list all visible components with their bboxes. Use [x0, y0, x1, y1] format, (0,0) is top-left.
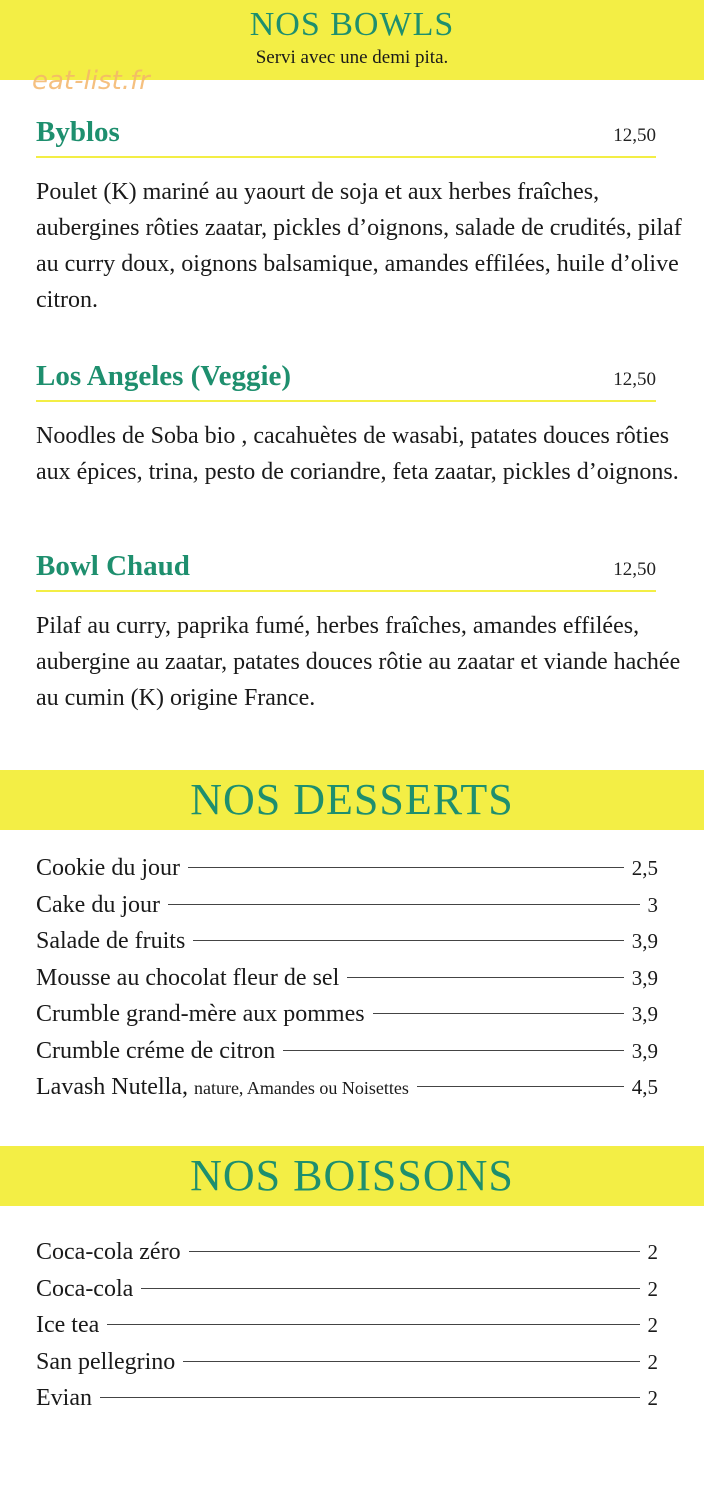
drink-row [36, 1344, 658, 1381]
drink-price: 2 [647, 1313, 658, 1337]
dessert-price: 3,9 [631, 1002, 658, 1026]
dessert-list [36, 850, 658, 1106]
dot-leader [193, 940, 623, 941]
drink-name: Coca-cola zéro [36, 1239, 181, 1265]
dessert-price: 3,9 [631, 1038, 658, 1063]
drink-price: 2 [647, 1276, 658, 1301]
dot-leader [107, 1324, 639, 1325]
dessert-price: 3,9 [631, 929, 658, 953]
dessert-name: Cookie du jour [36, 855, 180, 881]
drink-name: Coca-cola [36, 1275, 134, 1302]
dessert-name: Cake du jour [36, 891, 160, 918]
dessert-row [36, 850, 658, 887]
drinks-section-title: NOS BOISSONS [190, 1151, 514, 1200]
dessert-row [36, 996, 658, 1033]
drink-price: 2 [647, 1386, 658, 1410]
dessert-price: 3 [647, 892, 658, 917]
dessert-row [36, 923, 658, 960]
bowl-item [36, 116, 682, 318]
bowl-price: 12,50 [613, 559, 656, 580]
bowl-name: Byblos [36, 116, 120, 148]
bowl-description: Poulet (K) mariné au yaourt de soja et aux herbes fraîches, aubergines rôties zaatar, pickles d’oignons, salade de crudités, pilaf au curry doux, oignons balsamique, amandes effilées, huile d’olive citron. [36, 179, 682, 313]
bowl-heading [36, 550, 656, 592]
drink-row [36, 1271, 658, 1308]
drink-list [36, 1234, 658, 1417]
dessert-price: 3,9 [631, 965, 658, 990]
bowl-heading [36, 116, 656, 158]
dessert-name: Salade de fruits [36, 928, 186, 954]
drink-name: San pellegrino [36, 1348, 176, 1375]
drink-name: Evian [36, 1385, 92, 1411]
dessert-price: 2,5 [631, 856, 658, 880]
bowls-section-title: NOS BOWLS [249, 6, 455, 43]
dessert-row [36, 1069, 658, 1106]
drink-row [36, 1380, 658, 1417]
drink-row [36, 1234, 658, 1271]
dot-leader [188, 867, 624, 868]
bowl-item [36, 550, 681, 716]
bowls-section-subtitle: Servi avec une demi pita. [255, 47, 449, 68]
bowl-description: Noodles de Soba bio , cacahuètes de wasabi, patates douces rôties aux épices, trina, pesto de coriandre, feta zaatar, pickles d’oignons. [36, 423, 679, 485]
bowl-description: Pilaf au curry, paprika fumé, herbes fraîches, amandes effilées, aubergine au zaatar, patates douces rôtie au zaatar et viande hachée au cumin (K) origine France. [36, 613, 681, 711]
drinks-header-band [0, 1146, 704, 1206]
dot-leader [373, 1013, 624, 1014]
drink-name: Ice tea [36, 1312, 100, 1338]
dessert-note: nature, Amandes ou Noisettes [193, 1078, 409, 1098]
bowl-item [36, 360, 679, 490]
dessert-name: Crumble grand-mère aux pommes [36, 1001, 365, 1027]
dot-leader [283, 1050, 624, 1051]
dessert-name: Mousse au chocolat fleur de sel [36, 964, 340, 991]
dot-leader [417, 1086, 624, 1087]
desserts-section-title: NOS DESSERTS [190, 775, 514, 824]
dot-leader [168, 904, 640, 905]
bowl-price: 12,50 [613, 125, 656, 146]
drink-price: 2 [647, 1240, 658, 1264]
dot-leader [141, 1288, 639, 1289]
dot-leader [347, 977, 624, 978]
dot-leader [100, 1397, 640, 1398]
watermark-text: eat-list.fr [32, 66, 150, 96]
dot-leader [183, 1361, 639, 1362]
bowl-name: Bowl Chaud [36, 550, 190, 582]
dessert-row [36, 960, 658, 997]
dessert-row [36, 1033, 658, 1070]
bowl-price: 12,50 [613, 369, 656, 390]
desserts-header-band [0, 770, 704, 830]
dot-leader [189, 1251, 640, 1252]
dessert-price: 4,5 [631, 1075, 658, 1099]
drink-price: 2 [647, 1349, 658, 1374]
dessert-name: Lavash Nutella, [36, 1074, 188, 1100]
drink-row [36, 1307, 658, 1344]
dessert-row [36, 887, 658, 924]
dessert-name: Crumble créme de citron [36, 1037, 276, 1064]
bowl-name: Los Angeles (Veggie) [36, 360, 292, 392]
bowl-heading [36, 360, 656, 402]
